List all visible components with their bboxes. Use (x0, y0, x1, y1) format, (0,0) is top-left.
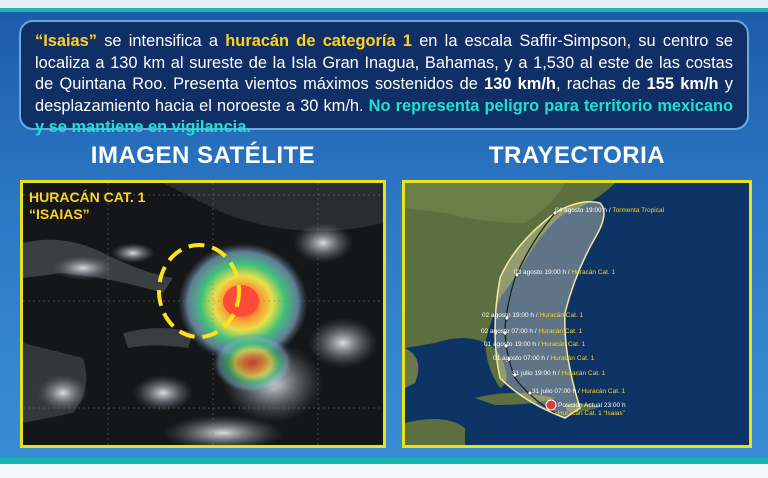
info-text-1: se intensifica a (96, 32, 226, 50)
top-accent-strip (0, 8, 768, 12)
current-position-label: Posición Actual 23:00 h Huracán Cat. 1 “Isaias” (558, 402, 626, 417)
track-label-3: 02 agosto 07:00 h / Huracán Cat. 1 (481, 328, 583, 335)
track-label-1: 03 agosto 19:00 h / Huracán Cat. 1 (514, 269, 616, 276)
satellite-label-line1: HURACÁN CAT. 1 (29, 189, 146, 205)
info-text-4: y desplazamiento hacia el noroeste a 30 km/h. (35, 75, 733, 115)
track-label-5: 01 agosto 07:00 h / Huracán Cat. 1 (493, 355, 595, 362)
info-text-2: en la escala Saffir-Simpson, su centro se localiza a 130 km al sureste de la Isla Gran Inagua, Bahamas, y a 1,530 al este de las costas de Quintana Roo. Presenta vientos máximos sostenidos de (35, 32, 733, 93)
track-label-4: 01 agosto 19:00 h / Huracán Cat. 1 (484, 341, 586, 348)
satellite-image-panel (20, 180, 386, 448)
info-text-3: , rachas de (555, 75, 647, 93)
storm-name: “Isaias” (35, 32, 97, 50)
category-text: huracán de categoría 1 (225, 32, 412, 50)
gusts-value: 155 km/h (646, 75, 719, 93)
track-label-6: 31 julio 19:00 h / Huracán Cat. 1 (512, 370, 606, 377)
track-label-7: 31 julio 07:00 h / Huracán Cat. 1 (532, 388, 626, 395)
track-label-2: 02 agosto 19:00 h / Huracán Cat. 1 (482, 312, 584, 319)
track-label-0: 04 agosto 19:00 h / Tormenta Tropical (555, 207, 665, 214)
trajectory-title: TRAYECTORIA (488, 142, 666, 169)
satellite-label (29, 189, 145, 223)
current-position-icon (546, 400, 556, 410)
satellite-title: IMAGEN SATÉLITE (90, 142, 316, 169)
winds-value: 130 km/h (484, 75, 556, 93)
bottom-strip (0, 464, 768, 478)
warning-text: No representa peligro para territorio mexicano y se mantiene en vigilancia. (35, 96, 733, 136)
satellite-label-line2: “ISAIAS” (29, 206, 90, 222)
top-strip (0, 0, 768, 8)
info-box (19, 20, 749, 136)
trajectory-map-panel (402, 180, 752, 448)
